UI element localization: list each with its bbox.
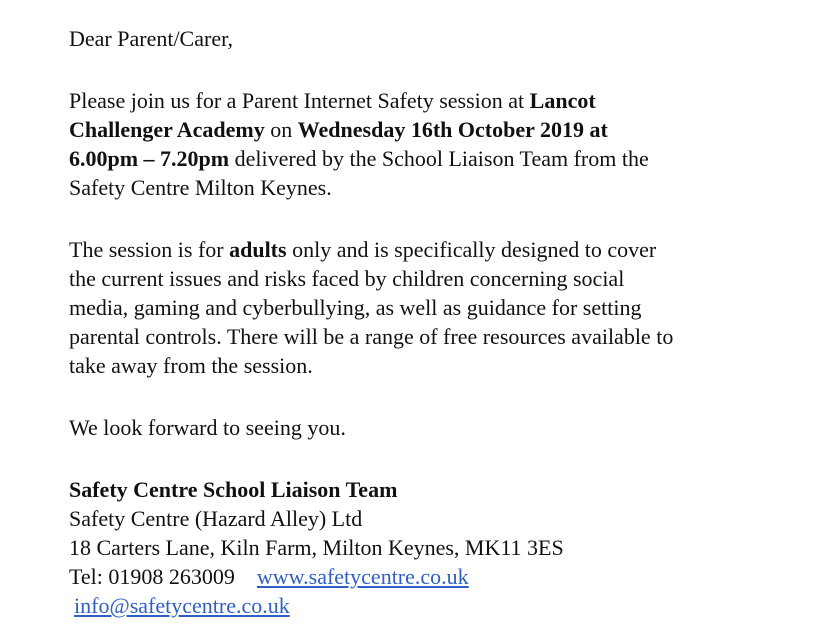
closing-line: We look forward to seeing you. bbox=[69, 415, 346, 440]
invitation-text: Please join us for a Parent Internet Safety session at bbox=[69, 88, 530, 113]
details-line-2: the current issues and risks faced by children concerning social bbox=[69, 266, 625, 291]
paragraph-invitation bbox=[69, 86, 809, 202]
website-link[interactable]: www.safetycentre.co.uk bbox=[256, 564, 469, 589]
signature-contact bbox=[69, 562, 809, 591]
details-line-1 bbox=[69, 235, 809, 264]
details-line-4: parental controls. There will be a range of free resources available to bbox=[69, 324, 674, 349]
venue-name-part-1: Lancot bbox=[529, 88, 596, 113]
telephone: Tel: 01908 263009 bbox=[69, 564, 235, 589]
letter-body bbox=[69, 24, 809, 620]
paragraph-details bbox=[69, 235, 809, 380]
invitation-line-3 bbox=[69, 144, 809, 173]
invitation-line-1 bbox=[69, 86, 809, 115]
invitation-delivery-text: delivered by the School Liaison Team from the bbox=[229, 146, 649, 171]
signature-block bbox=[69, 475, 809, 620]
event-date: Wednesday 16th October 2019 at bbox=[297, 117, 608, 142]
audience-adults: adults bbox=[229, 237, 287, 262]
greeting: Dear Parent/Carer, bbox=[69, 26, 234, 51]
details-line-5: take away from the session. bbox=[69, 353, 313, 378]
invitation-line-2 bbox=[69, 115, 809, 144]
email-link[interactable]: info@safetycentre.co.uk bbox=[74, 593, 290, 618]
signature-company: Safety Centre (Hazard Alley) Ltd bbox=[69, 506, 363, 531]
details-text-b: only and is specifically designed to cover bbox=[286, 237, 657, 262]
signature-team bbox=[69, 475, 809, 504]
venue-name-part-2: Challenger Academy bbox=[69, 117, 265, 142]
team-name: Safety Centre School Liaison Team bbox=[69, 477, 398, 502]
details-text-a: The session is for bbox=[69, 237, 230, 262]
signature-address: 18 Carters Lane, Kiln Farm, Milton Keynes, MK11 3ES bbox=[69, 535, 564, 560]
details-line-3: media, gaming and cyberbullying, as well as guidance for setting bbox=[69, 295, 642, 320]
event-time: 6.00pm – 7.20pm bbox=[69, 146, 230, 171]
signature-email bbox=[69, 591, 809, 620]
invitation-on-text: on bbox=[264, 117, 298, 142]
invitation-line-4: Safety Centre Milton Keynes. bbox=[69, 175, 332, 200]
